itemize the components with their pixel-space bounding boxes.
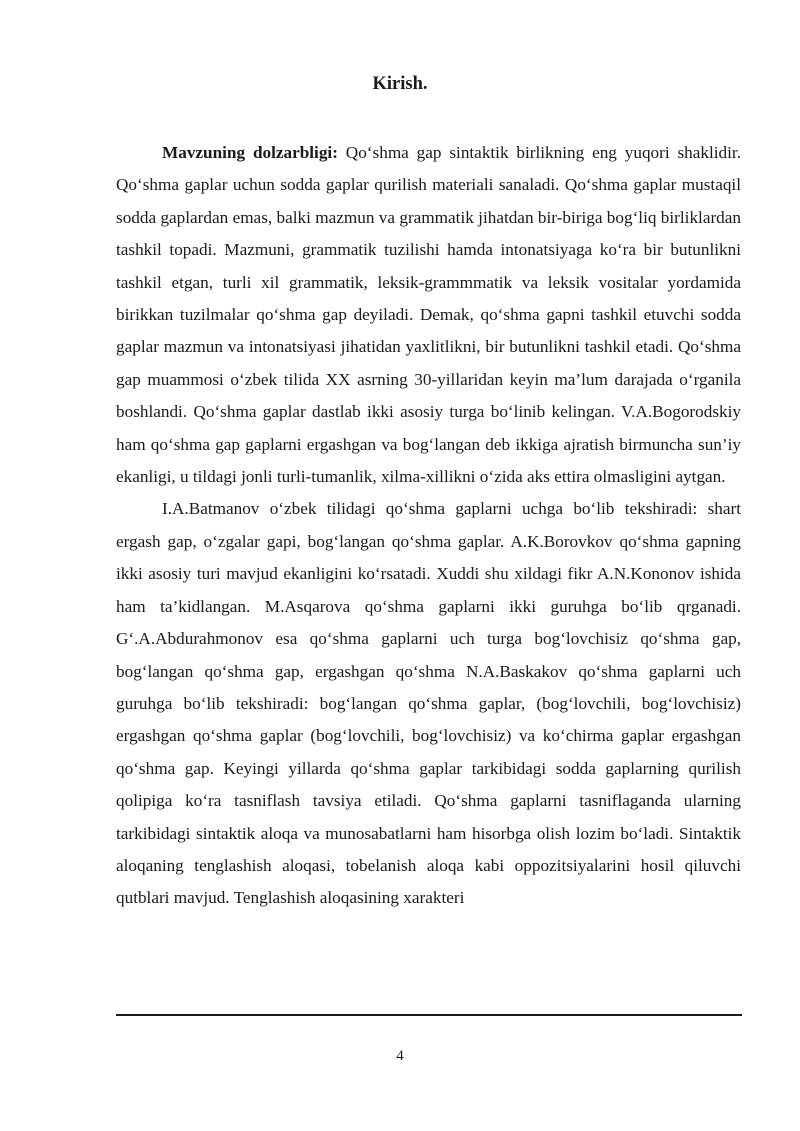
- paragraph-1-text: Qo‘shma gap sintaktik birlikning eng yuqori shaklidir. Qo‘shma gaplar uchun sodda gaplar qurilish materiali sanaladi. Qo‘shma gaplar mustaqil sodda gaplardan emas, balki mazmun va grammatik jihatdan bir-biriga bog‘liq birliklardan tashkil topadi. Mazmuni, grammatik tuzilishi hamda intonatsiyaga ko‘ra bir butunlikni tashkil etgan, turli xil grammatik, leksik-grammmatik va leksik vositalar yordamida birikkan tuzilmalar qo‘shma gap deyiladi. Demak, qo‘shma gapni tashkil etuvchi sodda gaplar mazmun va intonatsiyasi jihatidan yaxlitlikni, bir butunlikni tashkil etadi. Qo‘shma gap muammosi o‘zbek tilida XX asrning 30-yillaridan keyin ma’lum darajada o‘rganila boshlandi. Qo‘shma gaplar dastlab ikki asosiy turga bo‘linib kelingan. V.A.Bogorodskiy ham qo‘shma gap gaplarni ergashgan va bog‘langan deb ikkiga ajratish birmuncha sun’iy ekanligi, u tildagi jonli turli-tumanlik, xilma-xillikni o‘zida aks ettira olmasligini aytgan.: [116, 143, 741, 487]
- paragraph-2: [116, 493, 741, 914]
- paragraph-lead-term: Mavzuning dolzarbligi:: [162, 143, 338, 162]
- footer-divider: [116, 1014, 742, 1016]
- page-number: 4: [396, 1048, 404, 1064]
- body-text: [116, 137, 741, 915]
- section-heading: Kirish.: [372, 74, 428, 94]
- paragraph-1: [116, 137, 741, 493]
- paragraph-2-text: I.A.Batmanov o‘zbek tilidagi qo‘shma gaplarni uchga bo‘lib tekshiradi: shart ergash gap, o‘zgalar gapi, bog‘langan qo‘shma gaplar. A.K.Borovkov qo‘shma gapning ikki asosiy turi mavjud ekanligini ko‘rsatadi. Xuddi shu xildagi fikr A.N.Kononov ishida ham ta’kidlangan. M.Asqarova qo‘shma gaplarni ikki guruhga bo‘lib qrganadi. G‘.A.Abdurahmonov esa qo‘shma gaplarni uch turga bog‘lovchisiz qo‘shma gap, bog‘langan qo‘shma gap, ergashgan qo‘shma N.A.Baskakov qo‘shma gaplarni uch guruhga bo‘lib tekshiradi: bog‘langan qo‘shma gaplar, (bog‘lovchili, bog‘lovchisiz) ergashgan qo‘shma gaplar (bog‘lovchili, bog‘lovchisiz) va ko‘chirma gaplar ergashgan qo‘shma gap. Keyingi yillarda qo‘shma gaplar tarkibidagi sodda gaplarning qurilish qolipiga ko‘ra tasniflash tavsiya etiladi. Qo‘shma gaplarni tasniflaganda ularning tarkibidagi sintaktik aloqa va munosabatlarni ham hisorbga olish lozim bo‘ladi. Sintaktik aloqaning tenglashish aloqasi, tobelanish aloqa kabi oppozitsiyalarini hosil qiluvchi qutblari mavjud. Tenglashish aloqasining xarakteri: [116, 499, 741, 908]
